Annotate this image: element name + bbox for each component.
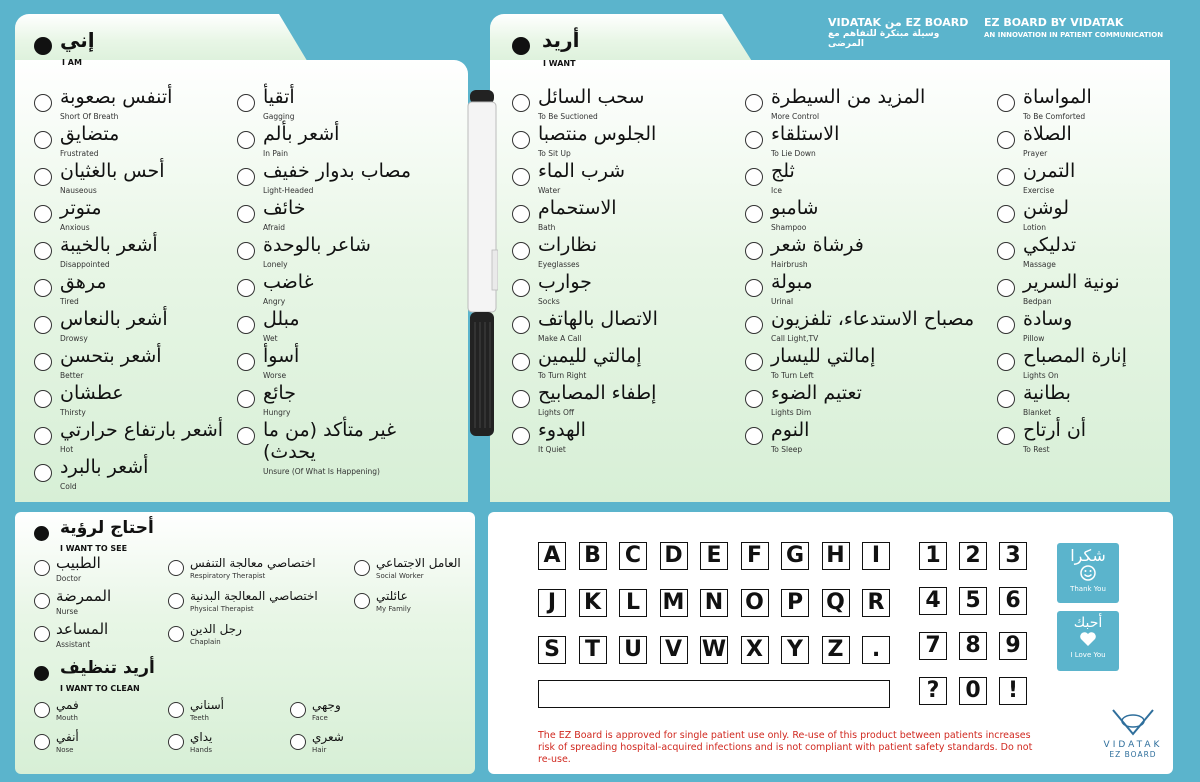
- checkbox-circle[interactable]: [512, 316, 530, 334]
- number-key[interactable]: !: [999, 677, 1027, 705]
- bullet-icon: [512, 37, 530, 55]
- item-label-en: Hands: [190, 746, 213, 754]
- item-label-ar: أشعر بتحسن: [60, 345, 162, 367]
- checkbox-circle[interactable]: [354, 593, 370, 609]
- item-label-ar: نونية السرير: [1023, 271, 1120, 293]
- item-label-ar: أن أرتاح: [1023, 419, 1087, 441]
- number-key[interactable]: 5: [959, 587, 987, 615]
- marker-pen-icon: [466, 90, 498, 442]
- item-label-en: Teeth: [190, 714, 209, 722]
- item-label-en: Prayer: [1023, 149, 1048, 158]
- item-label-ar: ثلج: [771, 160, 795, 182]
- item-label-ar: الصلاة: [1023, 123, 1072, 145]
- item-label-en: To Lie Down: [771, 149, 816, 158]
- item-label-en: Lights Dim: [771, 408, 812, 417]
- checkbox-circle[interactable]: [34, 205, 52, 223]
- checkbox-circle[interactable]: [34, 427, 52, 445]
- item-label-ar: أسناني: [190, 698, 225, 712]
- letter-key[interactable]: W: [701, 637, 727, 662]
- checkbox-circle[interactable]: [237, 205, 255, 223]
- item-label-ar: خائف: [263, 197, 306, 219]
- item-label-ar: متضايق: [60, 123, 120, 145]
- item-label-ar: التمرن: [1023, 160, 1076, 182]
- item-label-en: Chaplain: [190, 638, 221, 646]
- see-subtitle: I WANT TO SEE: [60, 544, 128, 553]
- checkbox-circle[interactable]: [997, 131, 1015, 149]
- logo-name: VIDATAK: [1103, 740, 1163, 750]
- item-label-en: Nauseous: [60, 186, 97, 195]
- checkbox-circle[interactable]: [997, 427, 1015, 445]
- item-label-ar: وجهي: [312, 698, 341, 712]
- checkbox-circle[interactable]: [34, 131, 52, 149]
- item-label-ar: أشعر بالبرد: [60, 456, 149, 478]
- checkbox-circle[interactable]: [745, 205, 763, 223]
- item-label-ar: أحس بالغثيان: [60, 160, 165, 182]
- item-label-en: Hair: [312, 746, 327, 754]
- item-label-ar: الهدوء: [538, 419, 586, 441]
- item-label-en: Shampoo: [771, 223, 807, 232]
- item-label-en: Lights On: [1023, 371, 1059, 380]
- checkbox-circle[interactable]: [512, 168, 530, 186]
- item-label-en: Make A Call: [538, 334, 582, 343]
- item-label-ar: مبلل: [263, 308, 300, 330]
- i-want-title: أريد: [542, 28, 580, 52]
- checkbox-circle[interactable]: [168, 593, 184, 609]
- item-label-ar: متوتر: [60, 197, 102, 219]
- item-label-en: Afraid: [263, 223, 286, 232]
- item-label-en: Angry: [263, 297, 286, 306]
- checkbox-circle[interactable]: [745, 94, 763, 112]
- item-label-en: To Turn Left: [771, 371, 814, 380]
- item-label-ar: الجلوس منتصبا: [538, 123, 657, 145]
- i-am-subtitle: I AM: [62, 58, 82, 67]
- item-label-ar: غير متأكد (من ما يحدث): [263, 419, 397, 463]
- checkbox-circle[interactable]: [34, 279, 52, 297]
- item-label-en: To Sleep: [771, 445, 803, 454]
- checkbox-circle[interactable]: [168, 560, 184, 576]
- item-label-ar: مبولة: [771, 271, 813, 293]
- item-label-ar: مرهق: [60, 271, 107, 293]
- letter-key[interactable]: L: [619, 589, 647, 617]
- message-input[interactable]: [538, 680, 890, 708]
- letter-key[interactable]: H: [822, 542, 850, 570]
- i-want-subtitle: I WANT: [543, 59, 576, 68]
- checkbox-circle[interactable]: [237, 353, 255, 371]
- item-label-ar: أتقيأ: [263, 86, 295, 108]
- checkbox-circle[interactable]: [997, 205, 1015, 223]
- vidatak-logo: [1100, 706, 1166, 764]
- letter-key[interactable]: I: [862, 542, 890, 570]
- checkbox-circle[interactable]: [34, 593, 50, 609]
- item-label-ar: عطشان: [60, 382, 124, 404]
- checkbox-circle[interactable]: [512, 242, 530, 260]
- item-label-en: Lotion: [1023, 223, 1047, 232]
- item-label-ar: المساعد: [56, 620, 109, 638]
- item-label-ar: أسوأ: [263, 345, 300, 367]
- item-label-ar: الاستحمام: [538, 197, 617, 219]
- item-label-ar: تدليكي: [1023, 234, 1077, 256]
- checkbox-circle[interactable]: [237, 427, 255, 445]
- letter-key[interactable]: C: [619, 542, 647, 570]
- item-label-ar: أشعر بالنعاس: [60, 308, 168, 330]
- number-key[interactable]: 8: [959, 632, 987, 660]
- checkbox-circle[interactable]: [997, 242, 1015, 260]
- checkbox-circle[interactable]: [168, 734, 184, 750]
- letter-key[interactable]: .: [862, 636, 890, 664]
- number-key[interactable]: ?: [919, 677, 947, 705]
- checkbox-circle[interactable]: [34, 734, 50, 750]
- checkbox-circle[interactable]: [34, 560, 50, 576]
- item-label-en: To Turn Right: [538, 371, 587, 380]
- item-label-en: To Sit Up: [538, 149, 571, 158]
- checkbox-circle[interactable]: [745, 168, 763, 186]
- checkbox-circle[interactable]: [168, 626, 184, 642]
- item-label-ar: مصاب بدوار خفيف: [263, 160, 412, 182]
- checkbox-circle[interactable]: [290, 702, 306, 718]
- i-am-title: إني: [60, 28, 95, 52]
- letter-key[interactable]: Z: [822, 636, 850, 664]
- item-label-en: Call Light,TV: [771, 334, 819, 343]
- item-label-en: Disappointed: [60, 260, 110, 269]
- checkbox-circle[interactable]: [512, 427, 530, 445]
- item-label-ar: أنفي: [56, 730, 79, 744]
- number-key[interactable]: 3: [999, 542, 1027, 570]
- checkbox-circle[interactable]: [34, 702, 50, 718]
- checkbox-circle[interactable]: [997, 353, 1015, 371]
- item-label-ar: اختصاصي المعالجة البدنية: [190, 589, 318, 603]
- item-label-en: To Be Comforted: [1023, 112, 1086, 121]
- item-label-ar: أشعر بالخيبة: [60, 234, 158, 256]
- checkbox-circle[interactable]: [997, 390, 1015, 408]
- checkbox-circle[interactable]: [34, 353, 52, 371]
- item-label-en: Massage: [1023, 260, 1056, 269]
- letter-key[interactable]: P: [781, 589, 809, 617]
- item-label-ar: مصباح الاستدعاء، تلفزيون: [771, 308, 975, 330]
- checkbox-circle[interactable]: [745, 131, 763, 149]
- checkbox-circle[interactable]: [168, 702, 184, 718]
- checkbox-circle[interactable]: [237, 279, 255, 297]
- item-label-en: Mouth: [56, 714, 78, 722]
- item-label-en: Hot: [60, 445, 74, 454]
- checkbox-circle[interactable]: [512, 205, 530, 223]
- checkbox-circle[interactable]: [34, 626, 50, 642]
- checkbox-circle[interactable]: [237, 242, 255, 260]
- number-key[interactable]: 0: [959, 677, 987, 705]
- item-label-ar: نظارات: [538, 234, 598, 256]
- checkbox-circle[interactable]: [512, 279, 530, 297]
- item-label-ar: فمي: [56, 698, 79, 712]
- item-label-ar: أتنفس بصعوبة: [60, 86, 173, 108]
- letter-key[interactable]: O: [741, 589, 769, 617]
- checkbox-circle[interactable]: [745, 390, 763, 408]
- item-label-ar: الاستلقاء: [771, 123, 840, 145]
- item-label-en: Tired: [60, 297, 79, 306]
- thank-you-tile[interactable]: [1057, 543, 1119, 603]
- item-label-ar: جائع: [263, 382, 296, 404]
- checkbox-circle[interactable]: [997, 279, 1015, 297]
- checkbox-circle[interactable]: [512, 131, 530, 149]
- item-label-ar: إمالتي لليسار: [771, 345, 876, 367]
- item-label-en: Drowsy: [60, 334, 88, 343]
- clean-subtitle: I WANT TO CLEAN: [60, 684, 140, 693]
- checkbox-circle[interactable]: [290, 734, 306, 750]
- item-label-en: Better: [60, 371, 84, 380]
- letter-key[interactable]: F: [741, 542, 769, 570]
- checkbox-circle[interactable]: [237, 131, 255, 149]
- letter-key[interactable]: T: [579, 636, 607, 664]
- item-label-ar: العامل الاجتماعي: [376, 556, 461, 570]
- checkbox-circle[interactable]: [745, 279, 763, 297]
- checkbox-circle[interactable]: [237, 168, 255, 186]
- bullet-icon: [34, 666, 49, 681]
- item-label-en: Urinal: [771, 297, 794, 306]
- item-label-en: Thirsty: [60, 408, 86, 417]
- brand-en-line2: AN INNOVATION IN PATIENT COMMUNICATION: [984, 31, 1164, 39]
- item-label-ar: شاعر بالوحدة: [263, 234, 371, 256]
- item-label-en: Social Worker: [376, 572, 424, 580]
- brand-en-line1: EZ BOARD BY VIDATAK: [984, 16, 1124, 29]
- checkbox-circle[interactable]: [34, 168, 52, 186]
- checkbox-circle[interactable]: [34, 464, 52, 482]
- checkbox-circle[interactable]: [745, 242, 763, 260]
- letter-key[interactable]: X: [741, 636, 769, 664]
- checkbox-circle[interactable]: [34, 94, 52, 112]
- see-title: أحتاج لرؤية: [60, 518, 154, 538]
- item-label-en: Lonely: [263, 260, 288, 269]
- checkbox-circle[interactable]: [745, 316, 763, 334]
- item-label-ar: شامبو: [771, 197, 819, 219]
- item-label-en: Assistant: [56, 640, 91, 649]
- item-label-en: To Rest: [1023, 445, 1050, 454]
- letter-key[interactable]: V: [660, 636, 688, 664]
- item-label-en: Doctor: [56, 574, 82, 583]
- single-use-notice: The EZ Board is approved for single patient use only. Re-use of this product between patients increases risk of spreading hospital-acquired infections and is not compliant with patient safety standards. Do not re-use.: [538, 730, 1033, 765]
- item-label-en: Exercise: [1023, 186, 1055, 195]
- bullet-icon: [34, 526, 49, 541]
- thank-you-ar: شكرا: [1070, 546, 1106, 565]
- checkbox-circle[interactable]: [997, 168, 1015, 186]
- checkbox-circle[interactable]: [237, 94, 255, 112]
- letter-key[interactable]: N: [700, 589, 728, 617]
- checkbox-circle[interactable]: [354, 560, 370, 576]
- letter-key[interactable]: K: [579, 589, 607, 617]
- heart-icon: [1079, 631, 1097, 647]
- love-you-tile[interactable]: [1057, 611, 1119, 671]
- item-label-en: Hungry: [263, 408, 291, 417]
- brand-ar-line1: VIDATAK من EZ BOARD: [828, 16, 969, 29]
- checkbox-circle[interactable]: [745, 427, 763, 445]
- item-label-en: Eyeglasses: [538, 260, 580, 269]
- letter-key[interactable]: E: [700, 542, 728, 570]
- item-label-ar: الطبيب: [56, 554, 101, 572]
- item-label-en: Gagging: [263, 112, 295, 121]
- item-label-ar: عائلتي: [376, 589, 408, 603]
- item-label-en: It Quiet: [538, 445, 566, 454]
- letter-key[interactable]: G: [781, 542, 809, 570]
- item-label-ar: الممرضة: [56, 587, 112, 605]
- checkbox-circle[interactable]: [512, 353, 530, 371]
- number-key[interactable]: 2: [959, 542, 987, 570]
- item-label-en: Ice: [771, 186, 782, 195]
- item-label-en: Anxious: [60, 223, 90, 232]
- checkbox-circle[interactable]: [997, 94, 1015, 112]
- checkbox-circle[interactable]: [512, 94, 530, 112]
- logo-sub: EZ BOARD: [1109, 750, 1157, 759]
- item-label-en: More Control: [771, 112, 820, 121]
- item-label-ar: يداي: [190, 730, 213, 744]
- letter-key[interactable]: A: [538, 542, 566, 570]
- smiley-icon: [1080, 565, 1096, 581]
- item-label-ar: بطانية: [1023, 382, 1071, 404]
- clean-title: أريد تنظيف: [60, 658, 155, 678]
- checkbox-circle[interactable]: [34, 316, 52, 334]
- item-label-ar: لوشن: [1023, 197, 1069, 219]
- checkbox-circle[interactable]: [997, 316, 1015, 334]
- item-label-en: Face: [312, 714, 328, 722]
- letter-key[interactable]: M: [660, 589, 688, 617]
- item-label-ar: سحب السائل: [538, 86, 645, 108]
- love-you-en: I Love You: [1070, 651, 1106, 659]
- item-label-en: Cold: [60, 482, 77, 491]
- letter-key[interactable]: Y: [781, 636, 809, 664]
- checkbox-circle[interactable]: [34, 242, 52, 260]
- item-label-en: Pillow: [1023, 334, 1045, 343]
- checkbox-circle[interactable]: [237, 390, 255, 408]
- item-label-ar: شعري: [312, 730, 344, 744]
- letter-key[interactable]: B: [579, 542, 607, 570]
- item-label-en: To Be Suctioned: [538, 112, 598, 121]
- item-label-en: Light-Headed: [263, 186, 314, 195]
- item-label-ar: أشعر بارتفاع حرارتي: [60, 419, 224, 441]
- item-label-en: Lights Off: [538, 408, 575, 417]
- item-label-en: My Family: [376, 605, 411, 613]
- item-label-ar: إنارة المصباح: [1023, 345, 1127, 367]
- letter-key[interactable]: S: [538, 636, 566, 664]
- item-label-en: Blanket: [1023, 408, 1052, 417]
- item-label-ar: إمالتي لليمين: [538, 345, 642, 367]
- item-label-ar: شرب الماء: [538, 160, 626, 182]
- number-key[interactable]: 7: [919, 632, 947, 660]
- letter-key[interactable]: U: [619, 636, 647, 664]
- item-label-ar: رجل الدين: [190, 622, 242, 636]
- bullet-icon: [34, 37, 52, 55]
- item-label-en: Nurse: [56, 607, 78, 616]
- item-label-ar: أشعر بألم: [263, 123, 340, 145]
- item-label-ar: وسادة: [1023, 308, 1073, 330]
- item-label-en: Socks: [538, 297, 560, 306]
- item-label-ar: المزيد من السيطرة: [771, 86, 926, 108]
- checkbox-circle[interactable]: [34, 390, 52, 408]
- item-label-ar: النوم: [771, 419, 810, 441]
- checkbox-circle[interactable]: [237, 316, 255, 334]
- item-label-en: Unsure (Of What Is Happening): [263, 467, 380, 476]
- love-you-ar: أحبك: [1073, 615, 1103, 631]
- vidatak-logo-icon: [1110, 706, 1156, 736]
- letter-key[interactable]: D: [660, 542, 688, 570]
- item-label-ar: غاضب: [263, 271, 314, 293]
- item-label-en: Wet: [263, 334, 278, 343]
- number-key[interactable]: 1: [919, 542, 947, 570]
- item-label-en: Respiratory Therapist: [190, 572, 266, 580]
- item-label-ar: إطفاء المصابيح: [538, 382, 657, 404]
- letter-key[interactable]: J: [538, 589, 566, 617]
- item-label-en: Bedpan: [1023, 297, 1052, 306]
- thank-you-en: Thank You: [1070, 585, 1106, 593]
- letter-key[interactable]: Q: [822, 589, 850, 617]
- checkbox-circle[interactable]: [512, 390, 530, 408]
- item-label-en: Nose: [56, 746, 74, 754]
- checkbox-circle[interactable]: [745, 353, 763, 371]
- item-label-en: Hairbrush: [771, 260, 808, 269]
- item-label-en: Water: [538, 186, 561, 195]
- number-key[interactable]: 9: [999, 632, 1027, 660]
- item-label-en: Short Of Breath: [60, 112, 119, 121]
- letter-key[interactable]: R: [862, 589, 890, 617]
- item-label-en: Worse: [263, 371, 287, 380]
- item-label-en: Frustrated: [60, 149, 99, 158]
- number-key[interactable]: 4: [919, 587, 947, 615]
- number-key[interactable]: 6: [999, 587, 1027, 615]
- item-label-en: Bath: [538, 223, 556, 232]
- item-label-en: Physical Therapist: [190, 605, 254, 613]
- item-label-ar: جوارب: [538, 271, 592, 293]
- item-label-ar: تعتيم الضوء: [771, 382, 862, 404]
- item-label-en: In Pain: [263, 149, 288, 158]
- brand-ar-line2: وسيلة مبتكرة للتفاهم مع المرضى: [828, 29, 940, 49]
- item-label-ar: المواساة: [1023, 86, 1092, 108]
- item-label-ar: الاتصال بالهاتف: [538, 308, 658, 330]
- item-label-ar: اختصاصي معالجة التنفس: [190, 556, 316, 570]
- item-label-ar: فرشاة شعر: [771, 234, 864, 256]
